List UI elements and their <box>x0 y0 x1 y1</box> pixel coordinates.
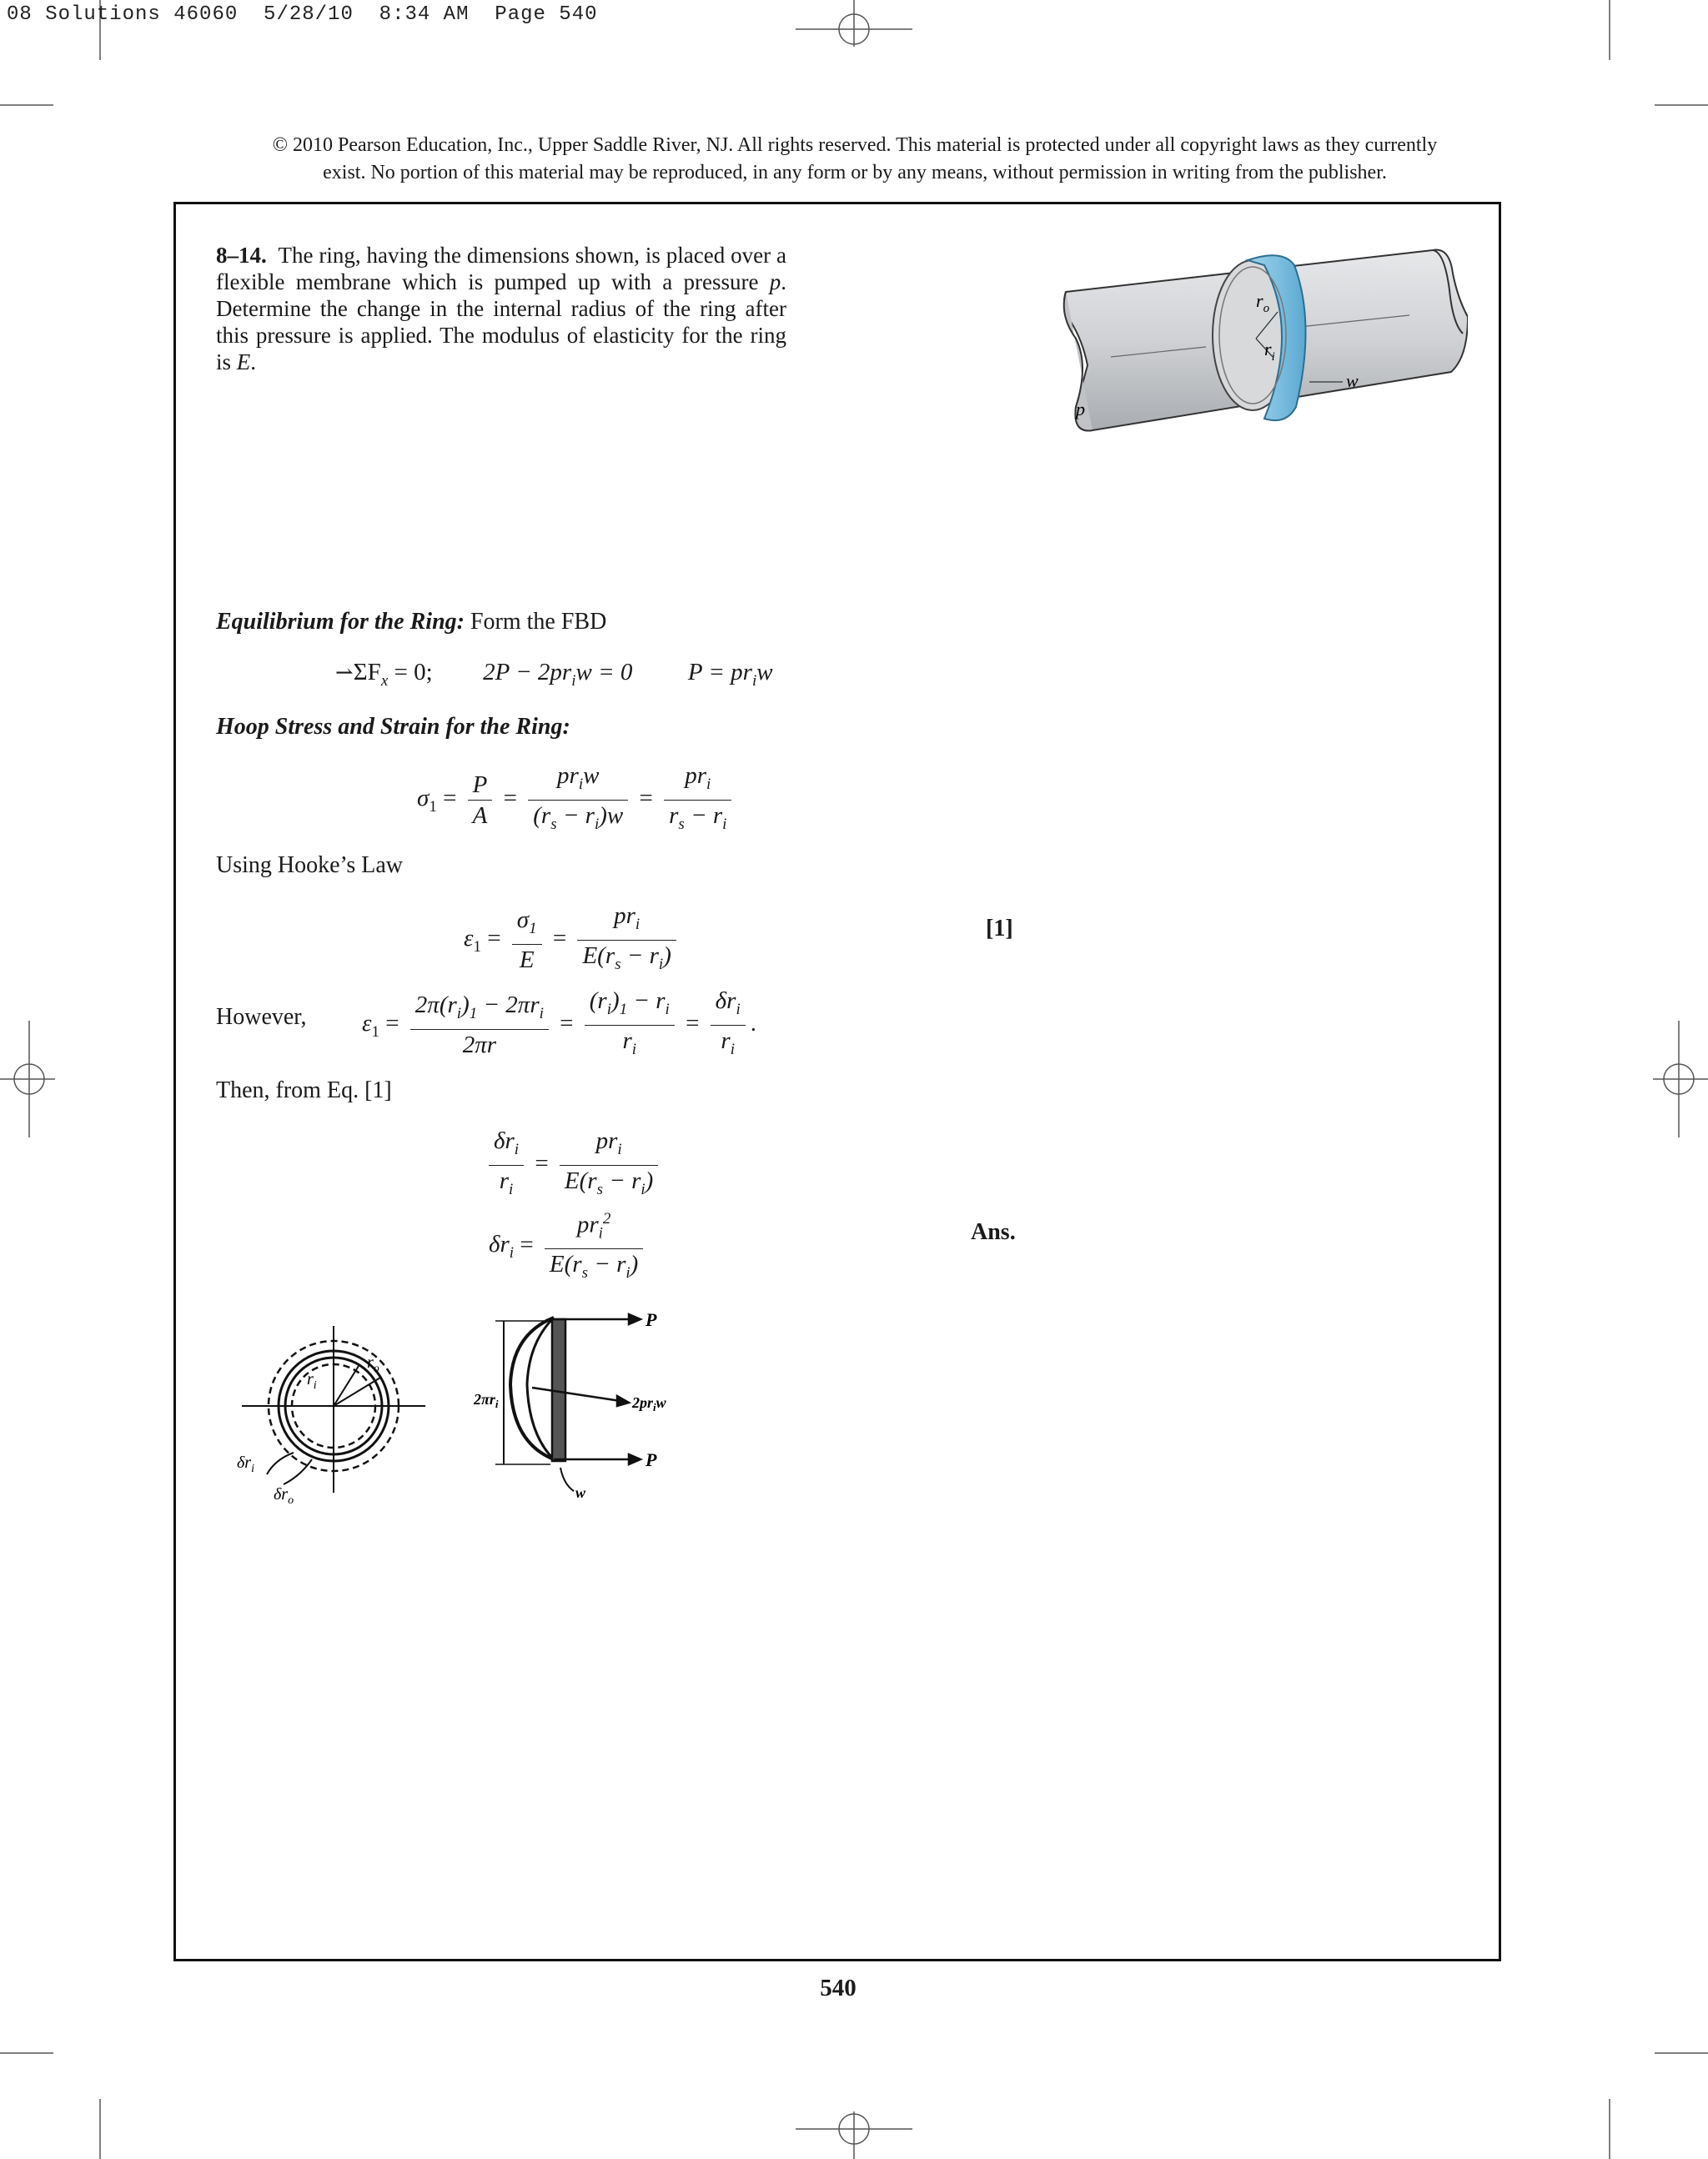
sum-label: ΣF <box>353 659 381 685</box>
equilibrium-heading <box>216 609 606 635</box>
epsilon-equation: $\varepsilon_1$ = $\frac{\sigma_1}{E}$ = $\frac{pr_i}{E(r_s - r_i)}$ <box>464 901 681 980</box>
sketch-length-label: $2\pi r_i$ <box>474 1391 499 1410</box>
answer-label: Ans. <box>971 1219 1016 1245</box>
ri-label: $r_i$ <box>1264 339 1275 364</box>
then-text: Then, from Eq. [1] <box>216 1077 392 1103</box>
problem-text-2: . Determine the change in the internal radius of the ring after this pressure is applied. The modulus of elasticity for the ring is <box>216 269 786 374</box>
copyright-line-2: exist. No portion of this material may be reproduced, in any form or by any means, without permission in writing from the publisher. <box>323 162 1387 183</box>
problem-number: 8–14. <box>216 243 267 268</box>
however-text: However, <box>216 1004 307 1030</box>
equilibrium-equation <box>335 659 773 690</box>
eq2-rest: w <box>756 659 773 685</box>
ro-label: $r_o$ <box>1256 290 1270 315</box>
ring-pipe-figure <box>1059 240 1468 440</box>
sum-eq: = 0; <box>388 659 433 685</box>
copyright-notice <box>150 132 1560 187</box>
equation-tag-1: [1] <box>986 916 1013 941</box>
eq1-rest: w = 0 <box>575 659 633 685</box>
problem-text-1: The ring, having the dimensions shown, is placed over a flexible membrane which is pumped up with a pressure <box>216 243 786 294</box>
problem-var-p: p <box>769 269 781 294</box>
hoop-heading <box>216 714 570 741</box>
print-slug: 08 Solutions 46060 5/28/10 8:34 AM Page 540 <box>7 3 598 26</box>
fbd-sketch-circle <box>234 1326 450 1509</box>
p-label: p <box>1076 399 1085 419</box>
sketch-dro-label: $\delta r_o$ <box>274 1485 294 1507</box>
problem-statement <box>216 242 786 375</box>
sigma-equation: $\sigma_1$ = $\frac{P}{A}$ = $\frac{pr_iw}{(r_s - r_i)w}$ = $\frac{pr_i}{r_s - r_i}$ <box>417 761 736 840</box>
sketch-p-top: P <box>646 1309 657 1330</box>
sum-arrow-icon: ⇀ <box>335 660 354 685</box>
hooke-text: Using Hooke’s Law <box>216 852 403 878</box>
sum-sub: x <box>380 671 389 690</box>
sketch-ro-label: $r_o$ <box>367 1353 379 1375</box>
equilibrium-heading-bold: Equilibrium for the Ring: <box>216 609 465 635</box>
fbd-sketch-half-ring <box>470 1301 704 1518</box>
sketch-w-label: w <box>575 1484 586 1501</box>
sketch-mid-force: $2pr_iw$ <box>632 1394 666 1413</box>
problem-var-e: E <box>236 349 251 374</box>
hoop-heading-bold: Hoop Stress and Strain for the Ring: <box>216 714 570 740</box>
eq1-sub: i <box>571 671 576 690</box>
sketch-dri-label: $\delta r_i$ <box>237 1454 254 1475</box>
eq1: 2P − 2pr <box>483 659 572 685</box>
dri-result-equation: $\delta r_i$ = $\frac{pr_i^2}{E(r_s - r_i)}$ <box>489 1204 648 1288</box>
sketch-p-bottom: P <box>646 1449 657 1470</box>
equilibrium-heading-rest: Form the FBD <box>464 609 607 635</box>
w-label: w <box>1346 370 1359 391</box>
eq2: P = pr <box>687 659 752 685</box>
dri-ratio-equation: $\frac{\delta r_i}{r_i}$ = $\frac{pr_i}{E(r_s - r_i)}$ <box>484 1126 663 1205</box>
strain-definition-equation: $\varepsilon_1$ = $\frac{2\pi(r_i)_1 - 2\pi r_i}{2\pi r}$ = $\frac{(r_i)_1 - r_i}{r_i}$ = $\frac{\delta r_i}{r_i}$ . <box>362 987 756 1059</box>
problem-text-3: . <box>250 349 257 374</box>
copyright-line-1: © 2010 Pearson Education, Inc., Upper Saddle River, NJ. All rights reserved. This material is protected under all copyright laws as they currently <box>272 134 1438 156</box>
page-number: 540 <box>820 1975 857 2001</box>
sketch-ri-label: $r_i$ <box>307 1370 317 1392</box>
eq2-sub: i <box>751 671 757 690</box>
